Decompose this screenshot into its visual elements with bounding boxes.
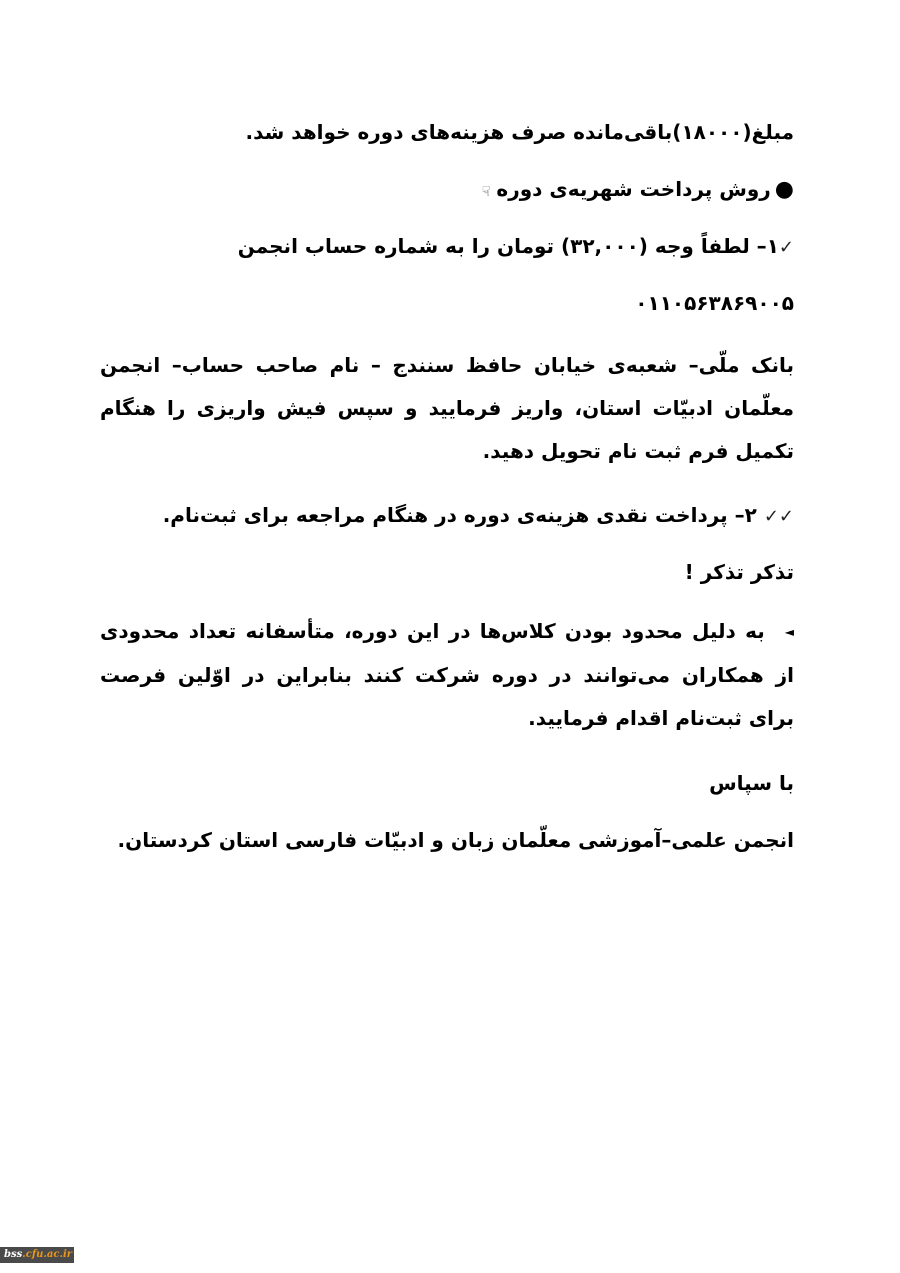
bullet-dot-icon: ● xyxy=(774,177,794,202)
signature-text: انجمن علمی–آموزشی معلّمان زبان و ادبیّات فارسی استان کردستان. xyxy=(117,828,794,852)
signature-line xyxy=(118,825,794,855)
step-1-text: ۱– لطفاً وجه (۳۲,۰۰۰) تومان را به شماره حساب انجمن xyxy=(237,234,779,258)
watermark-part-1: bss xyxy=(4,1249,23,1260)
bank-details-text: بانک ملّی– شعبه‌ی خیابان حافظ سنندج – نام صاحب حساب– انجمن معلّمان ادبیّات استان، واریز فرمایید و سپس فیش واریزی را هنگام تکمیل فرم ثبت نام تحویل دهید. xyxy=(100,353,794,463)
site-watermark xyxy=(0,1247,74,1263)
pointing-hand-icon: ☟ xyxy=(481,184,491,200)
bank-details-paragraph xyxy=(100,344,794,473)
remaining-amount-line xyxy=(245,117,794,147)
step-2-text: ۲– پرداخت نقدی هزینه‌ی دوره در هنگام مراجعه برای ثبت‌نام. xyxy=(162,503,757,527)
reminder-heading xyxy=(685,557,794,587)
account-number-line xyxy=(635,288,794,318)
double-checkmark-icon: ✓✓ xyxy=(763,506,794,527)
reminder-heading-text: تذکر تذکر ! xyxy=(684,560,794,584)
reminder-text: به دلیل محدود بودن کلاس‌ها در این دوره، متأسفانه تعداد محدودی از همکاران می‌توانند در دوره شرکت کنند بنابراین در اوّلین فرصت برای ثبت‌نام اقدام فرمایید. xyxy=(100,619,794,730)
thanks-text: با سپاس xyxy=(709,771,794,795)
reminder-paragraph xyxy=(100,610,794,740)
account-number: ۰۱۱۰۵۶۳۸۶۹۰۰۵ xyxy=(635,291,794,315)
payment-method-heading xyxy=(482,174,794,207)
checkmark-icon: ✓ xyxy=(778,237,794,258)
thanks-line xyxy=(709,768,794,798)
watermark-part-2: .cfu.ac.ir xyxy=(22,1249,73,1260)
remaining-amount-text: مبلغ(۱۸۰۰۰)باقی‌مانده صرف هزینه‌های دوره خواهد شد. xyxy=(245,120,794,144)
step-1-line xyxy=(238,231,794,263)
payment-heading-text: روش پرداخت شهریه‌ی دوره xyxy=(496,177,771,201)
step-2-line xyxy=(163,500,794,532)
triangle-bullet-icon: ◄ xyxy=(784,625,794,639)
